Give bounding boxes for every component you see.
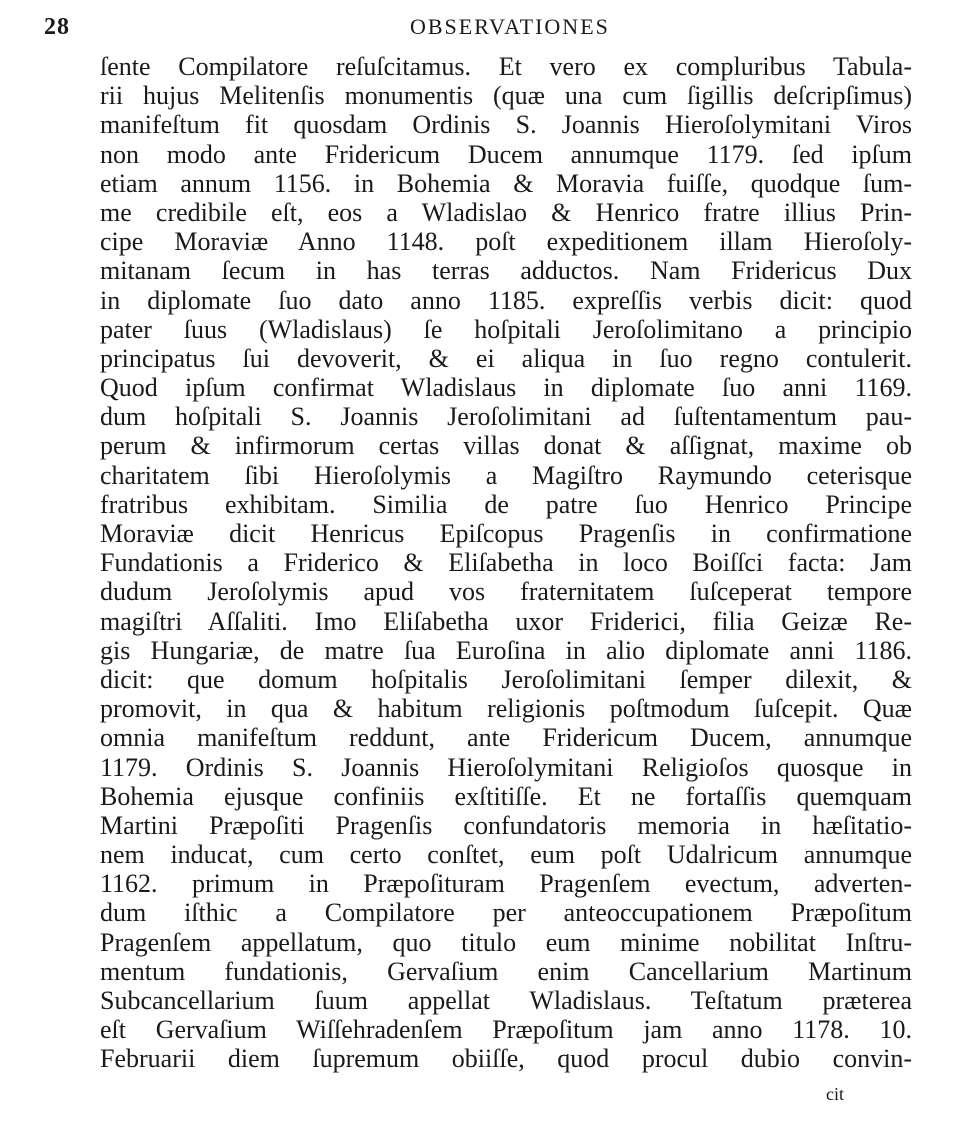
text-line: me credibile eſt, eos a Wladislao & Henrico fratre illius Prin- bbox=[100, 197, 912, 227]
text-line: promovit, in qua & habitum religionis poſtmodum ſuſcepit. Quæ bbox=[100, 694, 912, 724]
text-line: 1162. primum in Præpoſituram Pragenſem evectum, adverten- bbox=[100, 869, 912, 899]
text-line: charitatem ſibi Hieroſolymis a Magiſtro Raymundo ceterisque bbox=[100, 460, 912, 490]
text-line: dicit: que domum hoſpitalis Jeroſolimitani ſemper dilexit, & bbox=[100, 664, 912, 694]
text-line: dudum Jeroſolymis apud vos fraternitatem ſuſceperat tempore bbox=[100, 577, 912, 607]
text-line: eſt Gervaſium Wiſſehradenſem Præpoſitum jam anno 1178. 10. bbox=[100, 1015, 912, 1045]
text-line: perum & infirmorum certas villas donat & aſſignat, maxime ob bbox=[100, 431, 912, 461]
text-line: principatus ſui devoverit, & ei aliqua in ſuo regno contulerit. bbox=[100, 343, 912, 373]
text-line: magiſtri Aſſaliti. Imo Eliſabetha uxor Friderici, filia Geizæ Re- bbox=[100, 606, 912, 636]
text-line: dum iſthic a Compilatore per anteoccupationem Præpoſitum bbox=[100, 898, 912, 928]
catchword: cit bbox=[826, 1084, 844, 1104]
text-line: Fundationis a Friderico & Eliſabetha in loco Boiſſci facta: Jam bbox=[100, 548, 912, 578]
text-line: dum hoſpitali S. Joannis Jeroſolimitani ad ſuſtentamentum pau- bbox=[100, 402, 912, 432]
text-line: manifeſtum fit quosdam Ordinis S. Joannis Hieroſolymitani Viros bbox=[100, 110, 912, 140]
running-head: OBSERVATIONES bbox=[410, 14, 610, 39]
text-line: cipe Moraviæ Anno 1148. poſt expeditionem illam Hieroſoly- bbox=[100, 227, 912, 257]
text-line: omnia manifeſtum reddunt, ante Fridericum Ducem, annumque bbox=[100, 723, 912, 753]
text-line: Bohemia ejusque confiniis exſtitiſſe. Et ne fortaſſis quemquam bbox=[100, 781, 912, 811]
text-line: pater ſuus (Wladislaus) ſe hoſpitali Jeroſolimitano a principio bbox=[100, 314, 912, 344]
text-line: mentum fundationis, Gervaſium enim Cancellarium Martinum bbox=[100, 956, 912, 986]
page-number: 28 bbox=[44, 14, 70, 40]
text-line: ſente Compilatore reſuſcitamus. Et vero ex compluribus Tabula- bbox=[100, 52, 912, 81]
text-line: Quod ipſum confirmat Wladislaus in diplomate ſuo anni 1169. bbox=[100, 373, 912, 403]
text-line: rii hujus Melitenſis monumentis (quæ una cum ſigillis deſcripſimus) bbox=[100, 81, 912, 111]
text-line: Februarii diem ſupremum obiiſſe, quod procul dubio convin- bbox=[100, 1044, 912, 1074]
text-line: non modo ante Fridericum Ducem annumque 1179. ſed ipſum bbox=[100, 139, 912, 169]
body-text bbox=[100, 52, 912, 1074]
text-line: Moraviæ dicit Henricus Epiſcopus Pragenſis in confirmatione bbox=[100, 519, 912, 548]
text-line: in diplomate ſuo dato anno 1185. expreſſis verbis dicit: quod bbox=[100, 285, 912, 315]
text-line: Pragenſem appellatum, quo titulo eum minime nobilitat Inſtru- bbox=[100, 927, 912, 957]
text-line: 1179. Ordinis S. Joannis Hieroſolymitani Religioſos quosque in bbox=[100, 752, 912, 782]
text-line: etiam annum 1156. in Bohemia & Moravia fuiſſe, quodque ſum- bbox=[100, 168, 912, 198]
text-line: fratribus exhibitam. Similia de patre ſuo Henrico Principe bbox=[100, 489, 912, 519]
text-line: gis Hungariæ, de matre ſua Euroſina in alio diplomate anni 1186. bbox=[100, 635, 912, 665]
text-line: mitanam ſecum in has terras adductos. Nam Fridericus Dux bbox=[100, 256, 912, 286]
text-line: nem inducat, cum certo conſtet, eum poſt Udalricum annumque bbox=[100, 840, 912, 870]
page-header bbox=[30, 14, 930, 50]
text-line: Martini Præpoſiti Pragenſis confundatoris memoria in hæſitatio- bbox=[100, 810, 912, 840]
text-line: Subcancellarium ſuum appellat Wladislaus. Teſtatum præterea bbox=[100, 986, 912, 1015]
